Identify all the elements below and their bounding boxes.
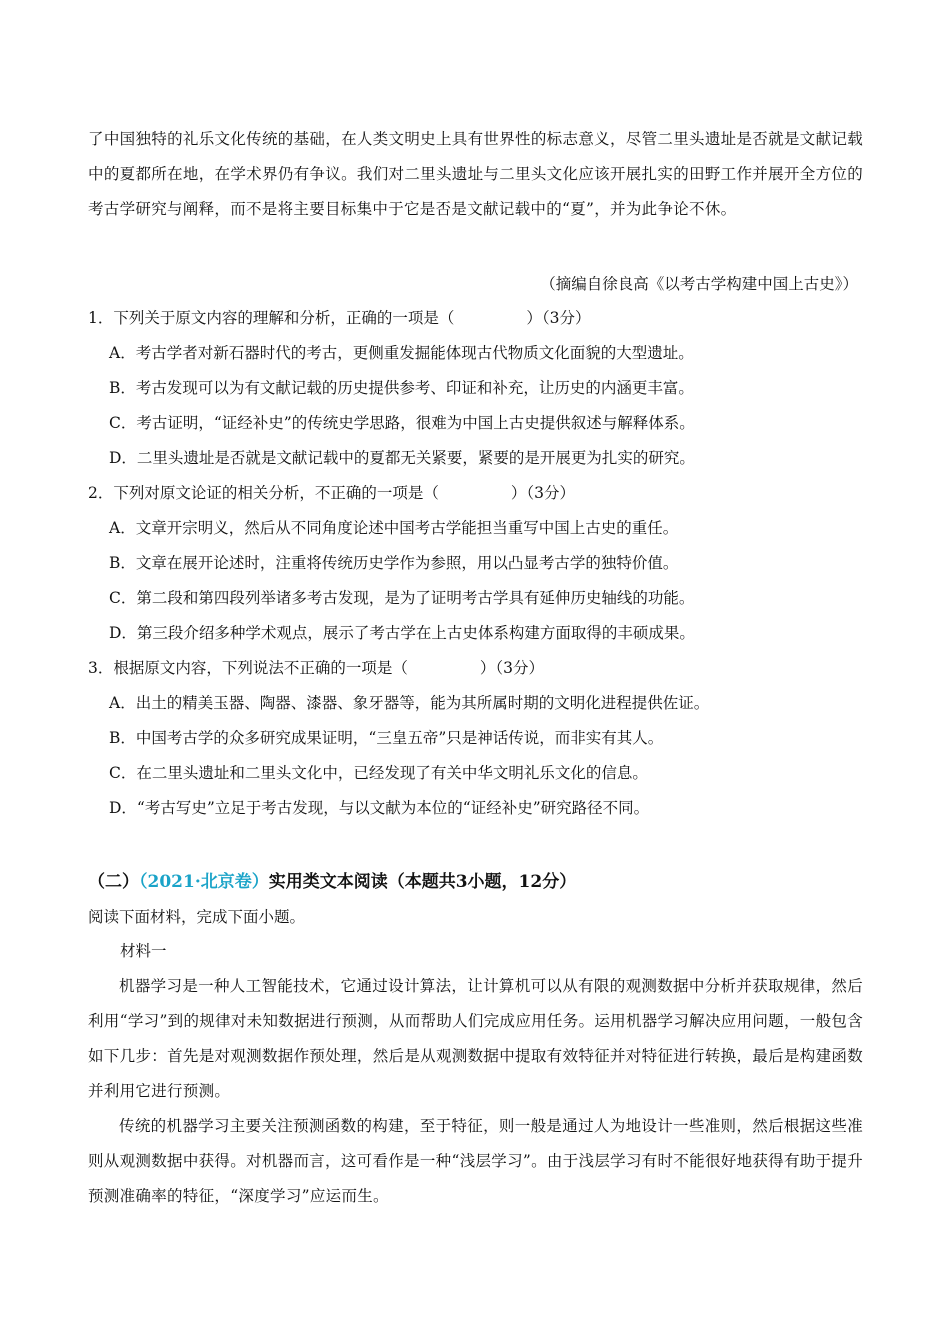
option-a: A．出土的精美玉器、陶器、漆器、象牙器等，能为其所属时期的文明化进程提供佐证。: [109, 694, 710, 712]
option-c: C．考古证明，“证经补史”的传统史学思路，很难为中国上古史提供叙述与解释体系。: [109, 414, 695, 432]
section-title: 实用类文本阅读（本题共3小题，12分）: [268, 872, 577, 892]
option-b: B．文章在展开论述时，注重将传统历史学作为参照，用以凸显考古学的独特价值。: [109, 554, 679, 572]
question-stem: [88, 301, 863, 336]
passage-paragraph: 了中国独特的礼乐文化传统的基础，在人类文明史上具有世界性的标志意义，尽管二里头遗址是否就是文献记载中的夏都所在地，在学术界仍有争议。我们对二里头遗址与二里头文化应该开展扎实的田野工作并展开全方位的考古学研究与阐释，而不是将主要目标集中于它是否是文献记载中的“夏”，并为此争论不休。: [88, 130, 863, 218]
question-3: [88, 651, 863, 826]
question-score: ）（3分）: [526, 309, 591, 327]
option-d: D．二里头遗址是否就是文献记载中的夏都无关紧要，紧要的是开展更为扎实的研究。: [109, 449, 695, 467]
option-b: B．中国考古学的众多研究成果证明，“三皇五帝”只是神话传说，而非实有其人。: [109, 729, 664, 747]
passage-continuation: [88, 122, 863, 227]
question-score: ）（3分）: [510, 484, 575, 502]
option-c: C．在二里头遗址和二里头文化中，已经发现了有关中华文明礼乐文化的信息。: [109, 764, 648, 782]
passage-source: （摘编自徐良高《以考古学构建中国上古史》）: [540, 275, 858, 293]
material-paragraph: 机器学习是一种人工智能技术，它通过设计算法，让计算机可以从有限的观测数据中分析并获取规律，然后利用“学习”到的规律对未知数据进行预测，从而帮助人们完成应用任务。运用机器学习解决应用问题，一般包含如下几步：首先是对观测数据作预处理，然后是从观测数据中提取有效特征并对特征进行转换，最后是构建函数并利用它进行预测。: [88, 977, 863, 1100]
option-c: C．第二段和第四段列举诸多考古发现，是为了证明考古学具有延伸历史轴线的功能。: [109, 589, 695, 607]
material-paragraph: 传统的机器学习主要关注预测函数的构建，至于特征，则一般是通过人为地设计一些准则，然后根据这些准则从观测数据中获得。对机器而言，这可看作是一种“浅层学习”。由于浅层学习有时不能很好地获得有助于提升预测准确率的特征，“深度学习”应运而生。: [88, 1117, 863, 1205]
question-stem-text: 3．根据原文内容，下列说法不正确的一项是（: [88, 659, 408, 677]
option-d: D．“考古写史”立足于考古发现，与以文献为本位的“证经补史”研究路径不同。: [109, 799, 650, 817]
option-d: D．第三段介绍多种学术观点，展示了考古学在上古史体系构建方面取得的丰硕成果。: [109, 624, 695, 642]
option-a: A．文章开宗明义，然后从不同角度论述中国考古学能担当重写中国上古史的重任。: [109, 519, 679, 537]
section-source-tag: （2021·北京卷）: [139, 872, 269, 892]
question-2: [88, 476, 863, 651]
question-stem: [88, 476, 863, 511]
material-label: 材料一: [120, 942, 167, 960]
section-heading: [88, 866, 576, 898]
material-body: [88, 969, 863, 1214]
question-score: ）（3分）: [479, 659, 544, 677]
question-1: [88, 301, 863, 476]
question-stem: [88, 651, 863, 686]
option-a: A．考古学者对新石器时代的考古，更侧重发掘能体现古代物质文化面貌的大型遗址。: [109, 344, 694, 362]
section-prefix: （二）: [88, 872, 139, 892]
question-stem-text: 1．下列关于原文内容的理解和分析，正确的一项是（: [88, 309, 455, 327]
question-stem-text: 2．下列对原文论证的相关分析，不正确的一项是（: [88, 484, 439, 502]
instruction: 阅读下面材料，完成下面小题。: [88, 908, 306, 926]
option-b: B．考古发现可以为有文献记载的历史提供参考、印证和补充，让历史的内涵更丰富。: [109, 379, 694, 397]
